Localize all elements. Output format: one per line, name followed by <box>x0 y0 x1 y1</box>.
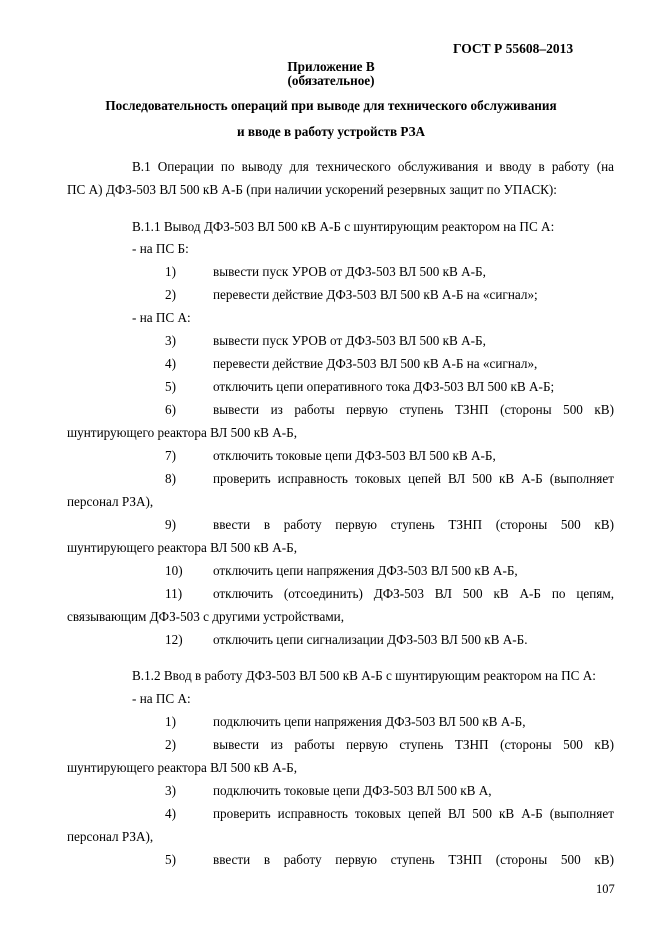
item-number: 3) <box>165 333 176 348</box>
list-item <box>0 379 662 401</box>
item-text: отключить токовые цепи ДФЗ-503 ВЛ 500 кВ А-Б, <box>213 448 496 463</box>
item-number: 2) <box>165 737 176 752</box>
list-item <box>0 563 662 585</box>
item-text: ввести в работу первую ступень ТЗНП (стороны 500 кВ) <box>213 517 614 532</box>
item-number: 5) <box>165 379 176 394</box>
item-number: 12) <box>165 632 183 647</box>
appendix-title: Приложение В <box>287 59 375 74</box>
list-item <box>0 356 662 378</box>
heading-line-2: и вводе в работу устройств РЗА <box>236 124 426 139</box>
item-text: вывести пуск УРОВ от ДФЗ-503 ВЛ 500 кВ А-Б, <box>213 333 486 348</box>
item-text: вывести из работы первую ступень ТЗНП (стороны 500 кВ) <box>213 737 614 752</box>
item-continuation: шунтирующего реактора ВЛ 500 кВ А-Б, <box>67 425 297 440</box>
section-1-title: В.1.1 Вывод ДФЗ-503 ВЛ 500 кВ А-Б с шунтирующим реактором на ПС А: <box>132 219 555 234</box>
intro-line-1: В.1 Операции по выводу для технического обслуживания и вводу в работу (на <box>132 159 614 174</box>
item-continuation: шунтирующего реактора ВЛ 500 кВ А-Б, <box>67 540 297 555</box>
list-item <box>0 333 662 355</box>
item-continuation: персонал РЗА), <box>67 494 154 509</box>
item-text: отключить (отсоединить) ДФЗ-503 ВЛ 500 кВ А-Б по цепям, <box>213 586 614 601</box>
item-text: подключить токовые цепи ДФЗ-503 ВЛ 500 кВ А, <box>213 783 492 798</box>
list-item <box>0 517 662 563</box>
list-item <box>0 402 662 448</box>
item-text: отключить цепи сигнализации ДФЗ-503 ВЛ 500 кВ А-Б. <box>213 632 528 647</box>
item-number: 4) <box>165 806 176 821</box>
item-text: отключить цепи напряжения ДФЗ-503 ВЛ 500 кВ А-Б, <box>213 563 518 578</box>
list-item <box>0 632 662 654</box>
item-number: 9) <box>165 517 176 532</box>
section-2-sub-a: - на ПС А: <box>132 691 191 706</box>
item-text: проверить исправность токовых цепей ВЛ 500 кВ А-Б (выполняет <box>213 806 614 821</box>
item-number: 1) <box>165 264 176 279</box>
list-item <box>0 783 662 805</box>
item-number: 3) <box>165 783 176 798</box>
item-text: ввести в работу первую ступень ТЗНП (стороны 500 кВ) <box>213 852 614 867</box>
section-1-sub-a: - на ПС А: <box>132 310 191 325</box>
item-number: 8) <box>165 471 176 486</box>
section-1-sub-b: - на ПС Б: <box>132 241 189 256</box>
item-text: перевести действие ДФЗ-503 ВЛ 500 кВ А-Б на «сигнал»; <box>213 287 538 302</box>
heading-line-1: Последовательность операций при выводе для технического обслуживания <box>105 98 557 113</box>
item-number: 2) <box>165 287 176 302</box>
item-continuation: связывающим ДФЗ-503 с другими устройствами, <box>67 609 345 624</box>
item-number: 4) <box>165 356 176 371</box>
list-item <box>0 448 662 470</box>
list-item <box>0 287 662 309</box>
list-item <box>0 852 662 874</box>
list-item <box>0 471 662 517</box>
item-text: перевести действие ДФЗ-503 ВЛ 500 кВ А-Б на «сигнал», <box>213 356 538 371</box>
item-text: подключить цепи напряжения ДФЗ-503 ВЛ 500 кВ А-Б, <box>213 714 526 729</box>
list-item <box>0 264 662 286</box>
item-text: отключить цепи оперативного тока ДФЗ-503 ВЛ 500 кВ А-Б; <box>213 379 555 394</box>
appendix-subtitle: (обязательное) <box>287 73 375 88</box>
item-number: 6) <box>165 402 176 417</box>
item-continuation: шунтирующего реактора ВЛ 500 кВ А-Б, <box>67 760 297 775</box>
standard-number: ГОСТ Р 55608–2013 <box>453 41 574 56</box>
item-text: проверить исправность токовых цепей ВЛ 500 кВ А-Б (выполняет <box>213 471 614 486</box>
item-text: вывести пуск УРОВ от ДФЗ-503 ВЛ 500 кВ А-Б, <box>213 264 486 279</box>
section-2-title: В.1.2 Ввод в работу ДФЗ-503 ВЛ 500 кВ А-Б с шунтирующим реактором на ПС А: <box>132 668 596 683</box>
list-item <box>0 714 662 736</box>
list-item <box>0 586 662 632</box>
item-continuation: персонал РЗА), <box>67 829 154 844</box>
item-number: 5) <box>165 852 176 867</box>
page-number: 107 <box>596 882 615 896</box>
item-number: 7) <box>165 448 176 463</box>
item-number: 11) <box>165 586 183 601</box>
item-number: 1) <box>165 714 176 729</box>
list-item <box>0 737 662 783</box>
item-text: вывести из работы первую ступень ТЗНП (стороны 500 кВ) <box>213 402 614 417</box>
intro-line-2: ПС А) ДФЗ-503 ВЛ 500 кВ А-Б (при наличии ускорений резервных защит по УПАСК): <box>67 182 557 197</box>
list-item <box>0 806 662 852</box>
item-number: 10) <box>165 563 183 578</box>
